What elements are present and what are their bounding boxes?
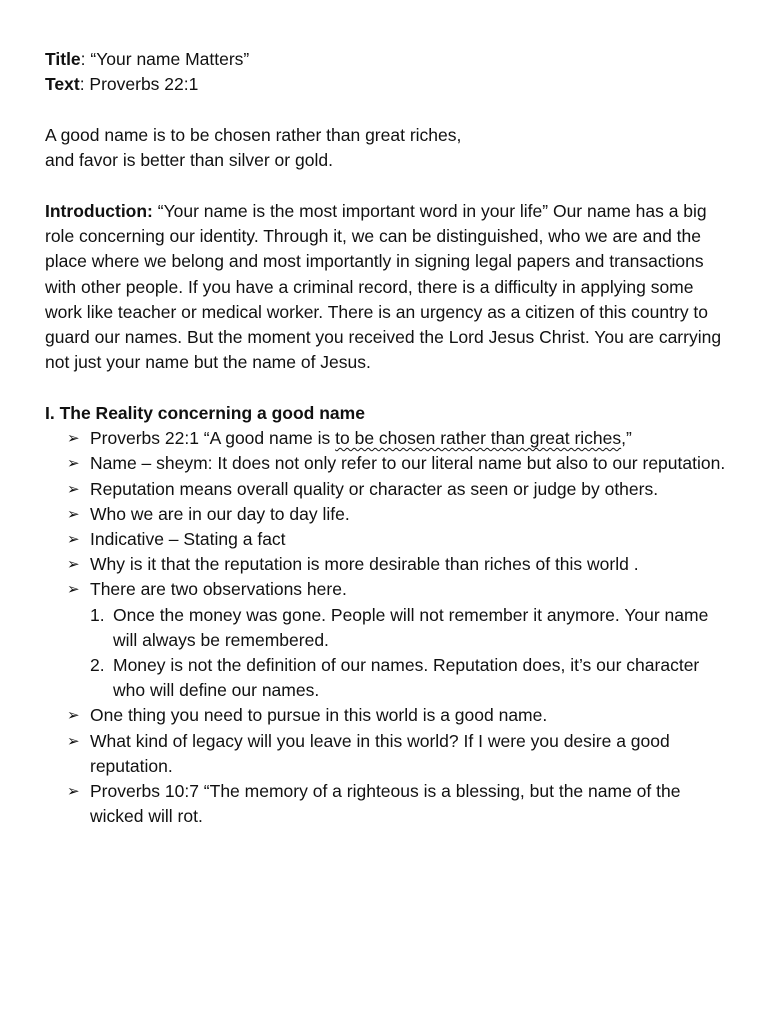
arrowhead-bullet-icon: ➢ — [67, 454, 80, 473]
list-item: ➢ Proverbs 10:7 “The memory of a righteous is a blessing, but the name of the wicked will rot. — [67, 781, 681, 827]
verse-block — [45, 123, 735, 173]
arrowhead-bullet-icon: ➢ — [67, 731, 80, 750]
numbered-list — [45, 603, 735, 704]
underlined-phrase: to be chosen rather than great riches — [335, 428, 622, 449]
list-number: 1. — [90, 604, 105, 625]
list-item: ➢ Who we are in our day to day life. — [45, 502, 735, 527]
text-value: : Proverbs 22:1 — [79, 74, 199, 95]
list-item: ➢ Indicative – Stating a fact — [45, 527, 735, 552]
list-item: ➢ Name – sheym: It does not only refer to our literal name but also to our reputation. — [45, 451, 735, 476]
arrowhead-bullet-icon: ➢ — [67, 580, 80, 599]
list-item: 1. Once the money was gone. People will not remember it anymore. Your name will always be remembered. — [90, 604, 709, 650]
title-line — [45, 47, 735, 72]
introduction-paragraph — [45, 199, 727, 375]
arrowhead-bullet-icon: ➢ — [67, 504, 80, 523]
list-item: 2. Money is not the definition of our names. Reputation does, it’s our character who will define our names. — [90, 655, 700, 701]
list-number: 2. — [90, 655, 105, 676]
title-label: Title — [45, 49, 81, 69]
section-1-heading: I. The Reality concerning a good name — [45, 403, 365, 423]
title-value: : “Your name Matters” — [80, 49, 250, 69]
text-label: Text — [45, 74, 80, 95]
list-item: ➢ Proverbs 22:1 “A good name is to be chosen rather than great riches,” — [45, 426, 735, 451]
arrowhead-bullet-icon: ➢ — [67, 429, 80, 448]
section-1 — [45, 401, 735, 829]
arrowhead-bullet-icon: ➢ — [67, 530, 80, 549]
introduction-label: Introduction: — [45, 201, 153, 221]
introduction-body: “Your name is the most important word in your life” Our name has a big role concerning our identity. Through it, we can be distinguished, who we are and the place where we belong and most importantly in signing legal papers and transactions with other people. If you have a criminal record, there is a difficulty in applying some work like teacher or medical worker. There is an urgency as a citizen of this country to guard our names. But the moment you received the Lord Jesus Christ. You are carrying not just your name but the name of Jesus. — [45, 201, 722, 373]
arrowhead-bullet-icon: ➢ — [67, 706, 80, 725]
list-item: ➢ Reputation means overall quality or character as seen or judge by others. — [45, 477, 735, 502]
bullet-list-a — [45, 426, 735, 602]
verse-line-1: A good name is to be chosen rather than great riches, — [45, 125, 462, 145]
arrowhead-bullet-icon: ➢ — [67, 479, 80, 498]
arrowhead-bullet-icon: ➢ — [67, 555, 80, 574]
list-item: ➢ Why is it that the reputation is more desirable than riches of this world . — [45, 552, 735, 577]
text-line — [45, 72, 735, 97]
list-item: ➢ There are two observations here. — [45, 577, 735, 602]
verse-line-2: and favor is better than silver or gold. — [45, 150, 333, 171]
list-item: ➢ One thing you need to pursue in this world is a good name. — [45, 703, 735, 728]
arrowhead-bullet-icon: ➢ — [67, 782, 80, 801]
header-block — [45, 47, 735, 97]
list-item: ➢ What kind of legacy will you leave in this world? If I were you desire a good reputation. — [67, 730, 670, 776]
bullet-list-b — [45, 703, 735, 829]
